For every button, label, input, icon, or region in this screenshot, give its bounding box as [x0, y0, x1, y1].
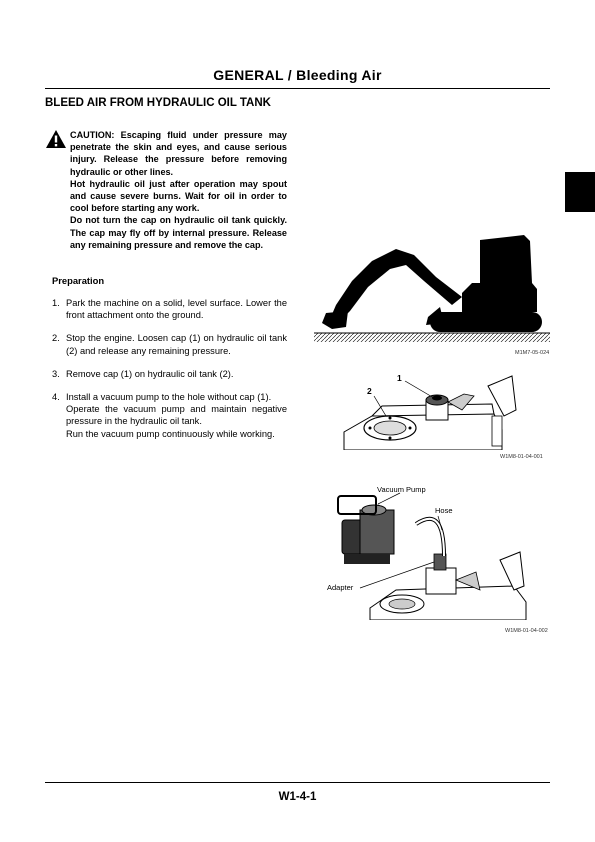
step-text: Run the vacuum pump continuously while working. [66, 428, 275, 439]
step-text: Install a vacuum pump to the hole without cap (1). [66, 392, 272, 403]
step-text: Operate the vacuum pump and maintain negative pressure in the hydraulic oil tank. [66, 404, 287, 427]
list-item [52, 332, 287, 356]
step-text: Stop the engine. Loosen cap (1) on hydraulic oil tank (2) and release any remaining pressure. [66, 333, 287, 356]
warning-triangle-icon [45, 129, 67, 149]
callout-label-vacuum-pump: Vacuum Pump [377, 485, 426, 494]
caution-paragraph: CAUTION: Escaping fluid under pressure may penetrate the skin and eyes, and cause serious injury. Release the pressure before removing hydraulic or other lines. [70, 130, 287, 177]
callout-label-2: 2 [367, 386, 372, 396]
section-title: BLEED AIR FROM HYDRAULIC OIL TANK [45, 97, 271, 109]
list-item [52, 391, 287, 440]
caution-paragraph: Hot hydraulic oil just after operation may spout and cause severe burns. Wait for oil in order to cool before starting any work. [70, 178, 287, 214]
caution-text [70, 129, 287, 251]
caution-paragraph: Do not turn the cap on hydraulic oil tank quickly. The cap may fly off by internal pressure. Release any remaining pressure and remove the cap. [70, 215, 287, 250]
callout-label-1: 1 [397, 373, 402, 383]
step-number: 2. [52, 333, 60, 344]
footer-rule [45, 782, 550, 783]
step-number: 4. [52, 392, 60, 403]
header-rule [45, 88, 550, 89]
hydraulic-tank-cap-illustration [342, 370, 520, 450]
preparation-heading: Preparation [52, 275, 105, 286]
figure-caption: W1M8-01-04-001 [500, 454, 543, 460]
figure-caption: W1M8-01-04-002 [505, 628, 548, 634]
preparation-steps [52, 297, 287, 451]
callout-label-hose: Hose [435, 506, 453, 515]
step-number: 3. [52, 368, 60, 379]
page-header-title: GENERAL / Bleeding Air [213, 67, 382, 83]
excavator-illustration [312, 215, 552, 345]
page-number: W1-4-1 [278, 791, 317, 803]
section-index-tab [565, 172, 595, 212]
list-item [52, 297, 287, 321]
figure-caption: M1M7-05-024 [515, 350, 550, 356]
callout-label-adapter: Adapter [327, 583, 354, 592]
list-item [52, 368, 287, 380]
step-text: Remove cap (1) on hydraulic oil tank (2). [66, 368, 234, 379]
step-text: Park the machine on a solid, level surface. Lower the front attachment onto the ground. [66, 298, 287, 321]
vacuum-pump-illustration [330, 490, 530, 620]
step-number: 1. [52, 298, 60, 308]
